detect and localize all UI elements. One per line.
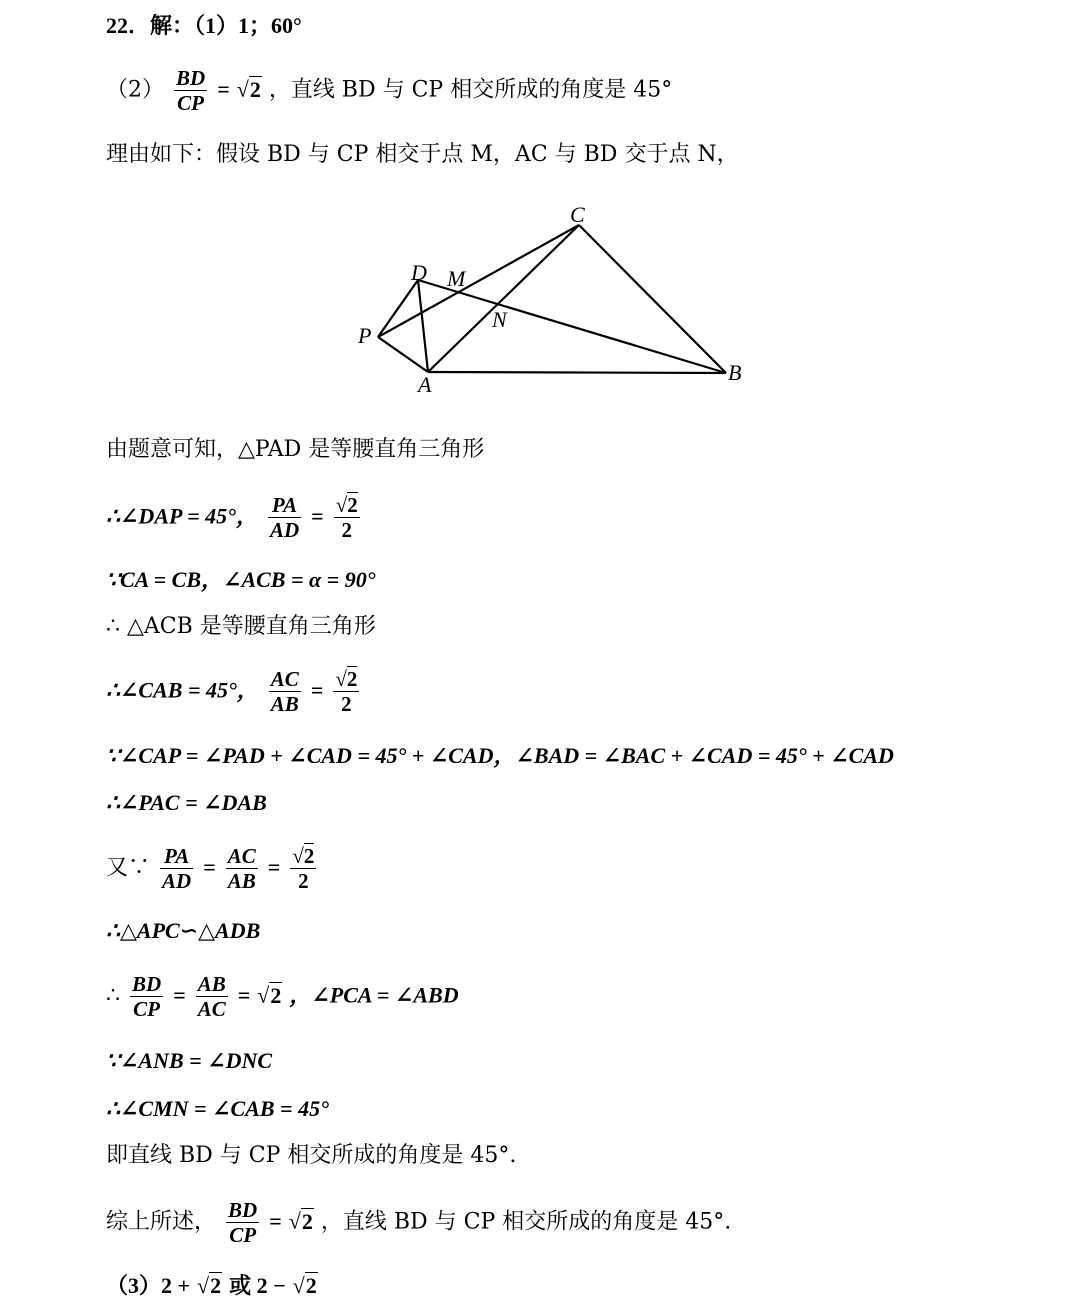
segment-PD bbox=[378, 280, 418, 337]
fraction-pa-ad: $\frac{PA}{AD}$ bbox=[162, 844, 192, 893]
fraction-bd-cp: $\frac{BD}{CP}$ bbox=[228, 1198, 258, 1247]
label-P: P bbox=[358, 323, 372, 348]
ca-cb-line: ∵CA = CB，∠ACB = α = 90° bbox=[106, 567, 376, 592]
segment-AC bbox=[428, 225, 579, 372]
summary-line: 综上所述， $\frac{BD}{CP}$ = √2 ，直线 BD 与 CP 相交所成的角度是 45°. bbox=[106, 1198, 732, 1247]
ratio-result-line: ∴ $\frac{BD}{CP}$ = $\frac{AB}{AC}$ = √2 ，∠PCA = ∠ABD bbox=[106, 972, 459, 1021]
isosceles-acb-line: ∴ △ACB 是等腰直角三角形 bbox=[106, 614, 376, 639]
similar-triangles-line: ∴△APC∽△ADB bbox=[106, 918, 261, 943]
angle-pac-dab-line: ∴∠PAC = ∠DAB bbox=[106, 790, 267, 815]
part2-suffix: ，直线 BD 与 CP 相交所成的角度是 45° bbox=[268, 77, 673, 103]
sqrt-2: √2 bbox=[236, 76, 261, 102]
vertical-angles-line: ∵∠ANB = ∠DNC bbox=[106, 1048, 273, 1073]
label-C: C bbox=[570, 202, 585, 227]
segment-DA bbox=[418, 280, 428, 372]
fraction-bd-cp: $\frac{BD}{CP}$ bbox=[176, 66, 206, 115]
fraction-pa-ad: $\frac{PA}{AD}$ bbox=[269, 493, 300, 542]
label-M: M bbox=[447, 266, 466, 291]
reason-line: 理由如下：假设 BD 与 CP 相交于点 M，AC 与 BD 交于点 N， bbox=[106, 142, 739, 167]
angle-sum-line: ∵∠CAP = ∠PAD + ∠CAD = 45° + ∠CAD，∠BAD = ∠BAC + ∠CAD = 45° + ∠CAD bbox=[106, 743, 894, 768]
solution-heading: 22．解：（1）1；60° bbox=[106, 13, 302, 38]
fraction-ac-ab: $\frac{AC}{AB}$ bbox=[227, 844, 256, 893]
part3-answer-line: （3）2 + √2 或 2 − √2 bbox=[106, 1273, 317, 1298]
label-D: D bbox=[411, 260, 427, 285]
sqrt-2: √2 bbox=[288, 1208, 313, 1234]
fraction-sqrt2-over-2: $\frac{√2}{2}$ bbox=[292, 844, 315, 893]
fraction-sqrt2-over-2: $\frac{√2}{2}$ bbox=[335, 493, 358, 542]
sqrt-2: √2 bbox=[257, 982, 282, 1008]
conclusion-line: 即直线 BD 与 CP 相交所成的角度是 45°. bbox=[106, 1143, 517, 1168]
sqrt-2: √2 bbox=[292, 1273, 317, 1298]
angle-cab-line: ∴∠CAB = 45°， $\frac{AC}{AB}$ = $\frac{√2}{2}$ bbox=[106, 667, 358, 716]
label-A: A bbox=[418, 372, 432, 397]
fraction-ac-ab: $\frac{AC}{AB}$ bbox=[270, 667, 299, 716]
sqrt-2: √2 bbox=[197, 1273, 222, 1298]
segment-AB bbox=[428, 372, 726, 373]
ratio-equal-line: 又∵ $\frac{PA}{AD}$ = $\frac{AC}{AB}$ = $\frac{√2}{2}$ bbox=[106, 844, 315, 893]
fraction-bd-cp: $\frac{BD}{CP}$ bbox=[132, 972, 162, 1021]
label-N: N bbox=[492, 307, 507, 332]
label-B: B bbox=[728, 360, 742, 385]
fraction-ab-ac: $\frac{AB}{AC}$ bbox=[197, 972, 226, 1021]
part2-answer-line: （2） $\frac{BD}{CP}$ = √2 ，直线 BD 与 CP 相交所成的角度是 45° bbox=[106, 66, 673, 115]
angle-dap-line: ∴∠DAP = 45°， $\frac{PA}{AD}$ = $\frac{√2}{2}$ bbox=[106, 493, 358, 542]
isosceles-pad-line: 由题意可知，△PAD 是等腰直角三角形 bbox=[106, 437, 485, 462]
angle-cmn-line: ∴∠CMN = ∠CAB = 45° bbox=[106, 1096, 329, 1121]
part2-prefix: （2） bbox=[106, 77, 164, 103]
segment-PA bbox=[378, 337, 428, 372]
fraction-sqrt2-over-2: $\frac{√2}{2}$ bbox=[335, 667, 358, 716]
